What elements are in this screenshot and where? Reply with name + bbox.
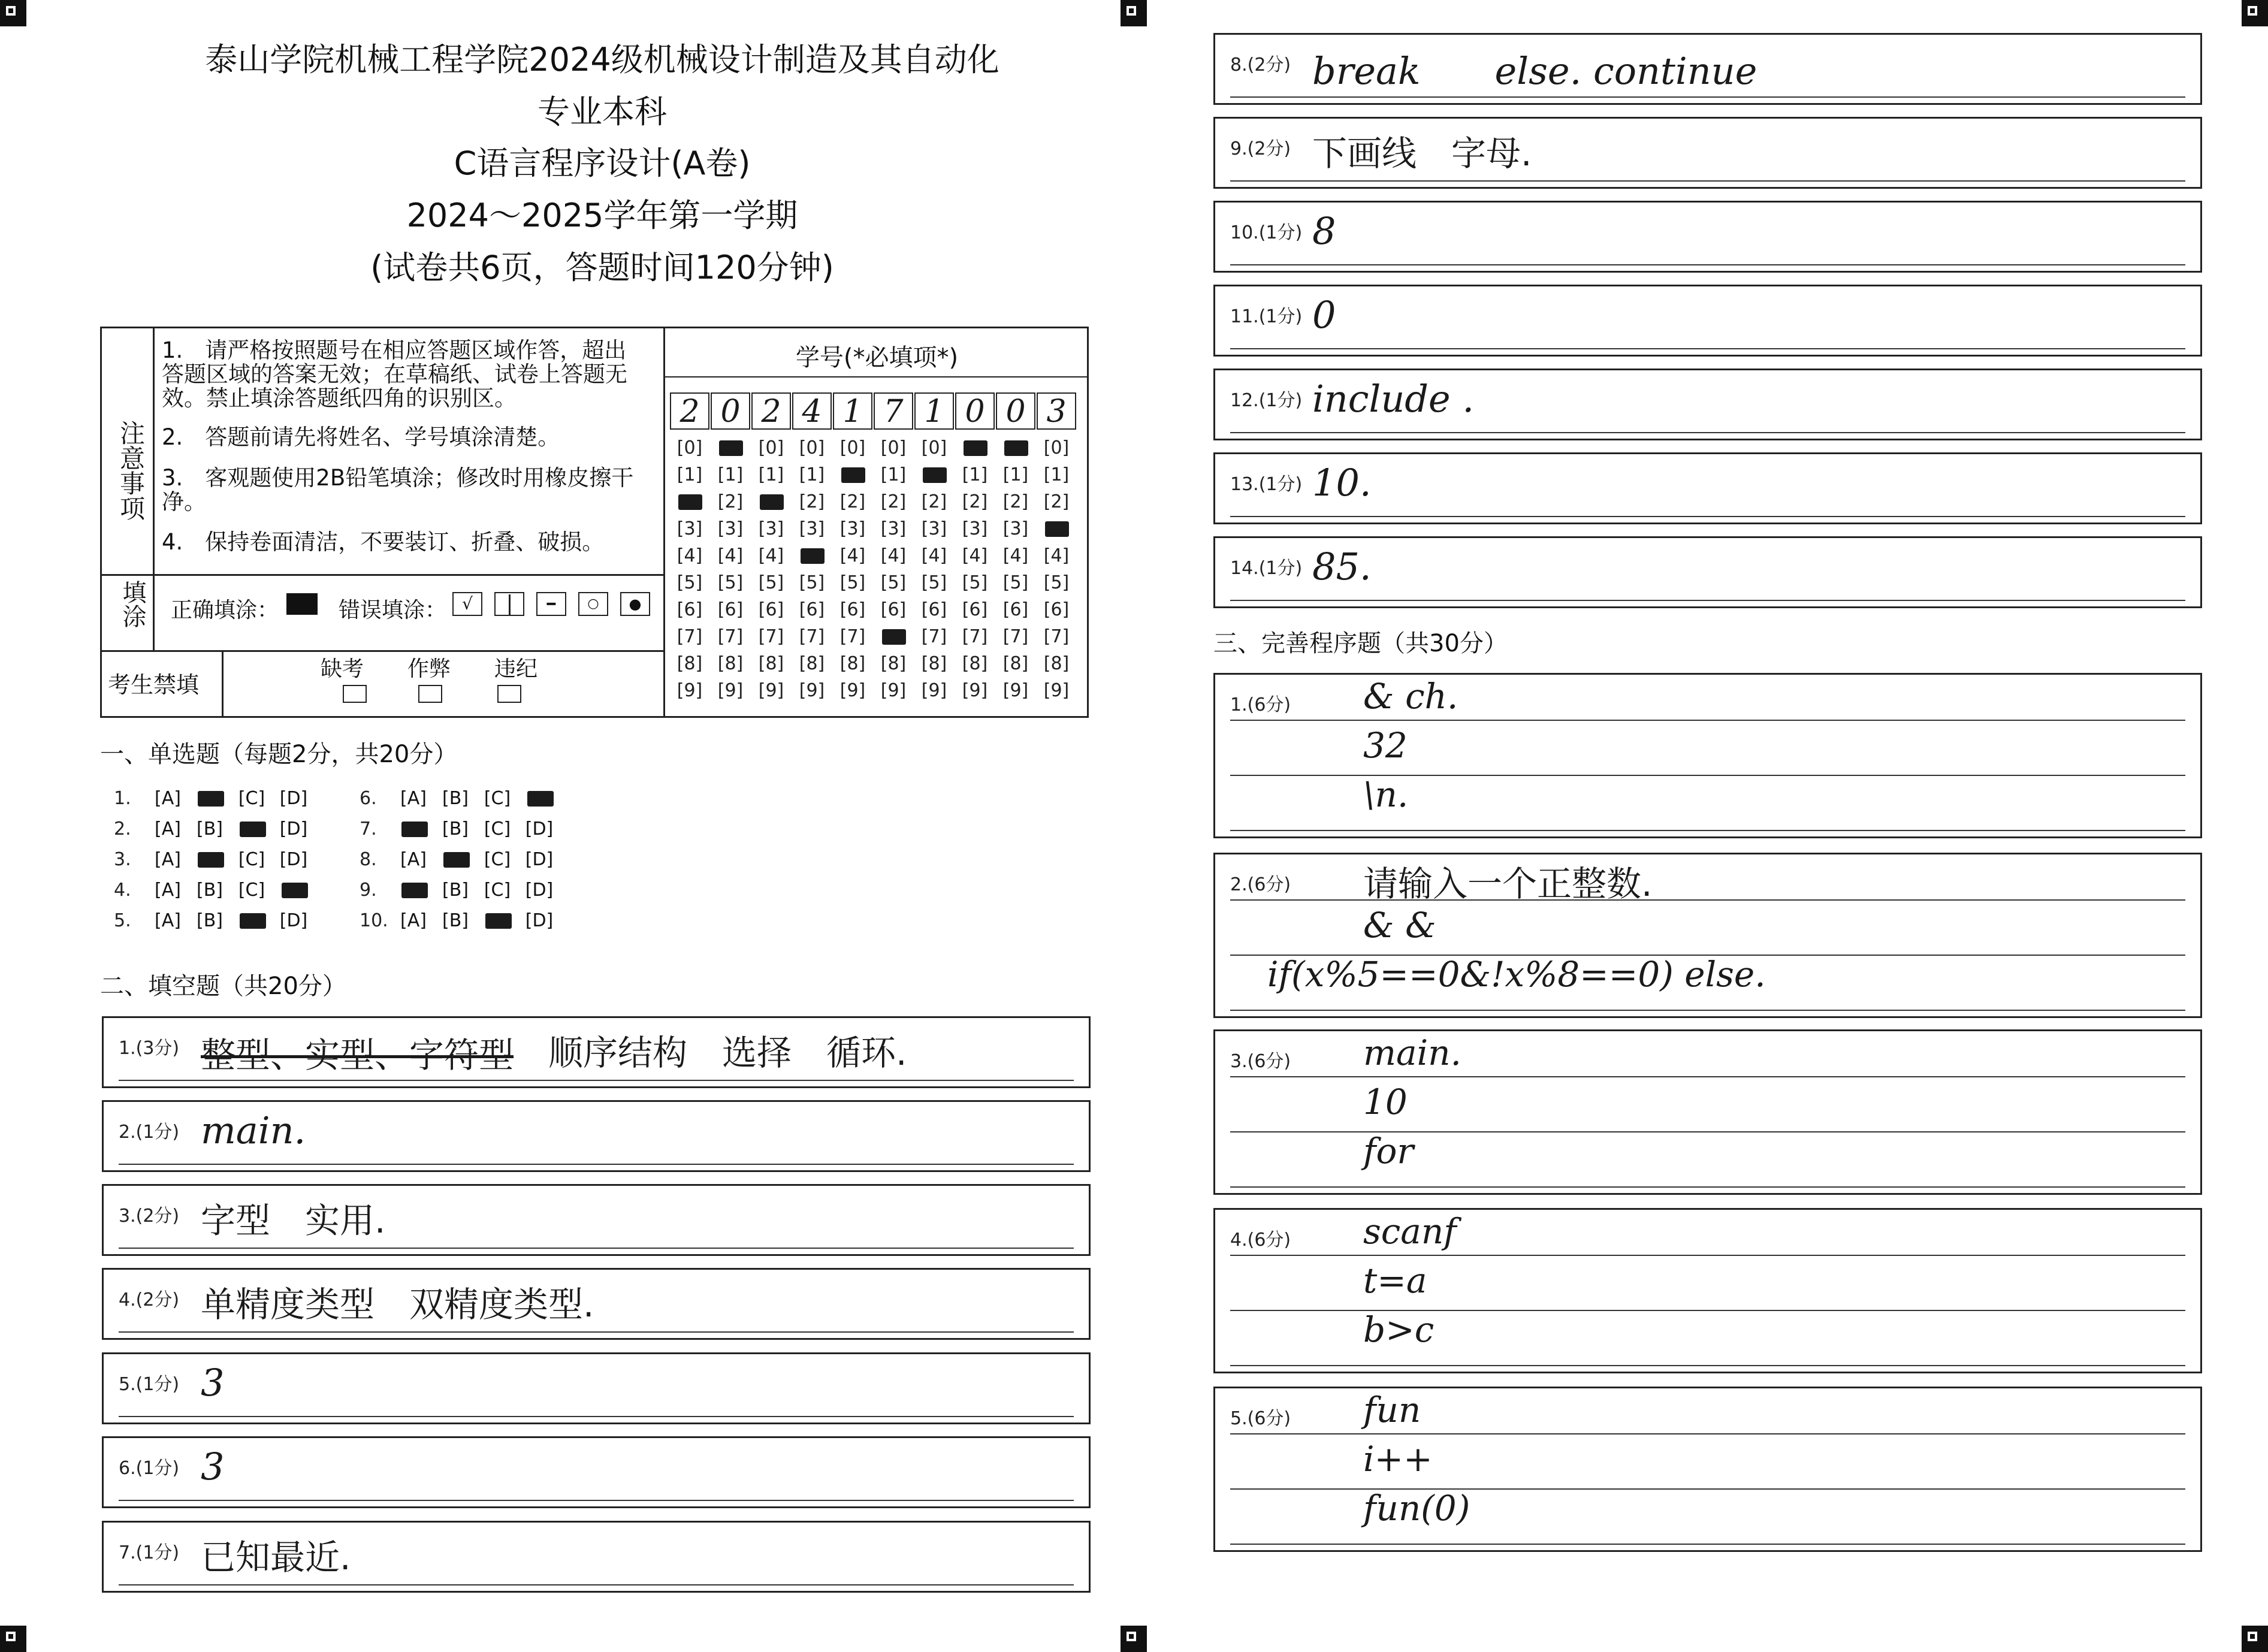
wrong-fill-check: √ (452, 592, 482, 616)
fill-blank-answer-3[interactable]: 字型 实用. (201, 1200, 386, 1241)
mc-question-number: 3. (114, 849, 131, 870)
program-answer-line[interactable]: 10 (1363, 1082, 1408, 1122)
id-bubble[interactable]: [0] (758, 437, 784, 458)
id-bubble[interactable] (916, 466, 952, 484)
wrong-fill-bar (494, 592, 524, 616)
prohibit-violation-box[interactable] (497, 685, 521, 703)
id-bubble[interactable]: [5] (1043, 572, 1070, 593)
program-answer-line[interactable]: fun (1363, 1390, 1421, 1430)
exam-title-line3: C语言程序设计(A卷) (454, 144, 751, 182)
id-bubble[interactable]: [1] (799, 464, 825, 485)
fill-blank-answer-1[interactable]: 顺序结构 选择 循环. (548, 1032, 907, 1073)
mc-option[interactable]: [B] (442, 788, 469, 809)
id-bubble[interactable]: [4] (962, 545, 988, 566)
mc-question-number: 10. (360, 910, 388, 931)
id-bubble[interactable]: [5] (880, 572, 907, 593)
id-bubble[interactable]: [5] (758, 572, 784, 593)
notice-item-2: 2. 答题前请先将姓名、学号填涂清楚。 (162, 424, 560, 450)
program-answer-line[interactable]: i++ (1363, 1439, 1433, 1479)
section3-title: 三、完善程序题（共30分） (1213, 630, 1508, 657)
prohibit-violation-label: 违纪 (494, 657, 538, 681)
fill-blank-box-1-label: 1.(3分) (119, 1038, 180, 1059)
answer-rule (119, 1416, 1074, 1417)
mc-option[interactable]: [A] (400, 849, 427, 870)
id-header-rule (663, 376, 1089, 377)
mc-option[interactable]: [C] (484, 788, 511, 809)
id-bubble[interactable]: [3] (717, 518, 744, 539)
id-bubble[interactable]: [6] (799, 599, 825, 620)
notice-item-3: 3. 客观题使用2B铅笔填涂；修改时用橡皮擦干净。 (162, 465, 634, 515)
id-bubble[interactable]: [7] (921, 626, 947, 647)
program-box-4 (1213, 1208, 2202, 1373)
id-bubble[interactable]: [0] (921, 437, 947, 458)
id-bubble[interactable]: [0] (799, 437, 825, 458)
fill-blank-box-10 (1213, 201, 2202, 273)
id-bubble[interactable]: [0] (880, 437, 907, 458)
id-bubble[interactable]: [9] (880, 680, 907, 701)
prohibit-cheat-label: 作弊 (407, 657, 451, 681)
id-bubble[interactable]: [3] (1002, 518, 1029, 539)
id-bubble[interactable]: [1] (717, 464, 744, 485)
id-bubble[interactable]: [9] (758, 680, 784, 701)
id-bubble[interactable]: [6] (1002, 599, 1029, 620)
mc-option[interactable]: [C] (238, 788, 265, 809)
id-bubble[interactable]: [6] (1043, 599, 1070, 620)
mc-option[interactable] (479, 912, 515, 930)
answer-rule (1230, 1186, 2185, 1188)
id-bubble[interactable]: [1] (1043, 464, 1070, 485)
mc-option[interactable]: [A] (400, 910, 427, 931)
id-bubble[interactable]: [5] (921, 572, 947, 593)
student-id-digit-2: 0 (711, 392, 750, 430)
answer-rule (1230, 1010, 2185, 1011)
fill-blank-box-5-label: 5.(1分) (119, 1374, 180, 1395)
correct-fill-label: 正确填涂： (171, 598, 279, 623)
prohibit-absent-label: 缺考 (321, 657, 364, 681)
id-bubble[interactable]: [7] (1043, 626, 1070, 647)
fill-divider (153, 574, 155, 650)
mc-option[interactable]: [D] (525, 910, 554, 931)
id-bubble[interactable]: [4] (1043, 545, 1070, 566)
student-id-digit-6: 7 (874, 392, 913, 430)
fill-blank-box-7-label: 7.(1分) (119, 1542, 180, 1563)
answer-rule (1230, 264, 2185, 265)
wrong-fill-circle: ○ (578, 592, 608, 616)
id-bubble[interactable] (835, 466, 871, 484)
prohibit-divider (222, 650, 224, 718)
mc-option[interactable]: [B] (197, 910, 223, 931)
student-id-digit-5: 1 (833, 392, 872, 430)
exam-title-line2: 专业本科 (537, 93, 667, 131)
program-answer-line[interactable]: main. (1363, 1032, 1461, 1073)
program-answer-line[interactable]: & & (1363, 905, 1436, 946)
id-bubble[interactable]: [3] (839, 518, 866, 539)
prohibit-row-top (100, 650, 663, 652)
id-bubble[interactable]: [2] (799, 491, 825, 512)
student-id-digit-3: 2 (751, 392, 791, 430)
id-bubble[interactable]: [8] (677, 653, 703, 674)
id-bubble[interactable] (672, 493, 708, 511)
id-bubble[interactable]: [9] (921, 680, 947, 701)
id-bubble[interactable]: [5] (962, 572, 988, 593)
id-bubble[interactable]: [9] (1043, 680, 1070, 701)
fill-blank-box-9-label: 9.(2分) (1230, 138, 1291, 159)
id-bubble[interactable]: [1] (758, 464, 784, 485)
id-bubble[interactable]: [6] (677, 599, 703, 620)
program-answer-line[interactable]: scanf (1363, 1211, 1457, 1252)
corner-marker-bottom-center (1121, 1626, 1147, 1652)
id-bubble[interactable]: [1] (880, 464, 907, 485)
id-bubble[interactable]: [3] (677, 518, 703, 539)
answer-rule (1230, 1255, 2185, 1256)
notice-divider (153, 327, 155, 574)
exam-title-line4: 2024～2025学年第一学期 (406, 197, 798, 234)
id-bubble[interactable]: [3] (880, 518, 907, 539)
prohibit-label: 考生禁填 (108, 672, 200, 698)
id-bubble[interactable]: [5] (839, 572, 866, 593)
id-bubble[interactable]: [1] (962, 464, 988, 485)
fill-blank-box-14-label: 14.(1分) (1230, 558, 1303, 579)
fill-blank-answer-9[interactable]: 下画线 字母. (1312, 133, 1532, 174)
id-bubble[interactable]: [1] (677, 464, 703, 485)
id-bubble[interactable] (753, 493, 789, 511)
fill-blank-answer-5[interactable]: 3 (201, 1361, 225, 1405)
mc-option[interactable] (234, 820, 270, 838)
fill-blank-box-6 (102, 1436, 1091, 1508)
fill-blank-box-12-label: 12.(1分) (1230, 390, 1303, 411)
id-bubble[interactable]: [5] (677, 572, 703, 593)
notice-item-1: 1. 请严格按照题号在相应答题区域作答，超出答题区域的答案无效；在草稿纸、试卷上答题无效。禁止填涂答题纸四角的识别区。 (162, 337, 627, 411)
mc-question-number: 2. (114, 819, 131, 839)
student-id-digit-10: 3 (1037, 392, 1076, 430)
mc-option[interactable]: [A] (155, 819, 181, 839)
answer-rule (1230, 432, 2185, 433)
mc-option[interactable]: [B] (197, 819, 223, 839)
answer-rule (1230, 830, 2185, 831)
id-bubble[interactable]: [8] (799, 653, 825, 674)
mc-option[interactable]: [B] (442, 819, 469, 839)
id-bubble[interactable] (998, 439, 1034, 457)
id-bubble[interactable]: [6] (717, 599, 744, 620)
id-bubble[interactable] (794, 547, 830, 565)
id-bubble[interactable]: [0] (839, 437, 866, 458)
exam-title-line5: (试卷共6页，答题时间120分钟) (370, 249, 834, 286)
student-id-digit-1: 2 (670, 392, 709, 430)
corner-marker-top-right (2242, 0, 2268, 26)
correct-fill-example (286, 593, 318, 615)
id-bubble[interactable]: [2] (921, 491, 947, 512)
corner-marker-top-center (1121, 0, 1147, 26)
id-bubble[interactable]: [8] (1002, 653, 1029, 674)
mc-option[interactable]: [B] (197, 880, 223, 901)
notice-label: 注意事项 (116, 420, 146, 521)
id-bubble[interactable]: [7] (758, 626, 784, 647)
fill-blank-box-8-label: 8.(2分) (1230, 55, 1291, 75)
fill-blank-answer-2[interactable]: main. (201, 1109, 306, 1152)
answer-rule (119, 1164, 1074, 1165)
fill-blank-box-6-label: 6.(1分) (119, 1458, 180, 1479)
mc-option[interactable]: [D] (279, 788, 308, 809)
fill-blank-box-4-label: 4.(2分) (119, 1289, 180, 1310)
program-answer-line[interactable]: b>c (1363, 1309, 1435, 1350)
id-bubble[interactable] (875, 628, 911, 646)
mc-option[interactable]: [A] (155, 880, 181, 901)
mc-question-number: 1. (114, 788, 131, 809)
answer-rule (1230, 180, 2185, 182)
mc-option[interactable] (234, 912, 270, 930)
mc-option[interactable] (192, 851, 228, 869)
program-box-1-label: 1.(6分) (1230, 694, 1291, 715)
section2-title: 二、填空题（共20分） (100, 973, 346, 1000)
id-bubble[interactable]: [7] (717, 626, 744, 647)
mc-option[interactable]: [D] (525, 880, 554, 901)
mc-option[interactable]: [D] (525, 819, 554, 839)
mc-question-number: 9. (360, 880, 377, 901)
mc-option[interactable] (395, 820, 431, 838)
mc-option[interactable] (437, 851, 473, 869)
fill-row-top (100, 574, 663, 576)
answer-rule (1230, 1365, 2185, 1366)
student-id-label: 学号(*必填项*) (795, 344, 959, 372)
fill-blank-box-5 (102, 1352, 1091, 1424)
student-id-digit-4: 4 (792, 392, 832, 430)
id-bubble[interactable]: [2] (962, 491, 988, 512)
id-bubble[interactable]: [3] (799, 518, 825, 539)
id-bubble[interactable]: [7] (799, 626, 825, 647)
id-bubble[interactable]: [1] (1002, 464, 1029, 485)
answer-rule (1230, 720, 2185, 721)
id-bubble[interactable] (1038, 520, 1074, 538)
id-bubble[interactable]: [8] (1043, 653, 1070, 674)
id-bubble[interactable]: [9] (1002, 680, 1029, 701)
mc-question-number: 7. (360, 819, 377, 839)
fill-blank-box-11 (1213, 285, 2202, 357)
answer-rule (1230, 516, 2185, 517)
id-bubble[interactable]: [3] (962, 518, 988, 539)
id-bubble[interactable]: [2] (717, 491, 744, 512)
id-bubble[interactable] (957, 439, 993, 457)
fill-blank-answer-12[interactable]: include . (1312, 377, 1475, 421)
mc-option[interactable]: [B] (442, 910, 469, 931)
answer-rule (119, 1500, 1074, 1501)
fill-blank-box-3-label: 3.(2分) (119, 1206, 180, 1227)
answer-rule (1230, 1076, 2185, 1077)
mc-option[interactable]: [D] (525, 849, 554, 870)
fill-blank-box-13-label: 13.(1分) (1230, 474, 1303, 495)
answer-rule (1230, 348, 2185, 349)
id-bubble[interactable]: [8] (717, 653, 744, 674)
id-bubble[interactable]: [4] (921, 545, 947, 566)
program-box-2-label: 2.(6分) (1230, 874, 1291, 895)
fill-blank-box-11-label: 11.(1分) (1230, 306, 1303, 327)
section1-title: 一、单选题（每题2分，共20分） (100, 741, 458, 768)
id-bubble[interactable]: [4] (717, 545, 744, 566)
program-answer-line[interactable]: 请输入一个正整数. (1363, 863, 1653, 904)
id-bubble[interactable]: [7] (677, 626, 703, 647)
id-bubble[interactable]: [3] (758, 518, 784, 539)
mc-option[interactable] (276, 881, 312, 899)
corner-marker-top-left (0, 0, 26, 26)
id-bubble[interactable]: [6] (921, 599, 947, 620)
id-bubble[interactable]: [2] (839, 491, 866, 512)
id-bubble[interactable]: [7] (839, 626, 866, 647)
mc-option[interactable]: [D] (279, 849, 308, 870)
corner-marker-bottom-right (2242, 1626, 2268, 1652)
wrong-fill-dot: ● (620, 592, 650, 616)
id-bubble[interactable]: [8] (880, 653, 907, 674)
prohibit-cheat-box[interactable] (418, 685, 442, 703)
program-box-1 (1213, 673, 2202, 838)
mc-option[interactable]: [A] (400, 788, 427, 809)
program-box-5-label: 5.(6分) (1230, 1408, 1291, 1429)
id-bubble[interactable]: [2] (1002, 491, 1029, 512)
answer-rule (119, 1080, 1074, 1081)
wrong-fill-dash: ━ (536, 592, 566, 616)
id-bubble[interactable] (712, 439, 748, 457)
answer-rule (1230, 96, 2185, 98)
prohibit-absent-box[interactable] (343, 685, 367, 703)
fill-blank-answer-6[interactable]: 3 (201, 1445, 225, 1488)
mc-option[interactable]: [C] (484, 819, 511, 839)
id-bubble[interactable]: [5] (717, 572, 744, 593)
fill-blank-answer-11[interactable]: 0 (1312, 293, 1336, 337)
program-answer-line[interactable]: 32 (1363, 725, 1408, 766)
id-bubble[interactable]: [8] (839, 653, 866, 674)
id-bubble[interactable]: [0] (677, 437, 703, 458)
fill-blank-answer-10[interactable]: 8 (1312, 209, 1336, 253)
id-bubble[interactable]: [2] (880, 491, 907, 512)
program-answer-line[interactable]: \n. (1363, 774, 1409, 815)
id-bubble[interactable]: [6] (758, 599, 784, 620)
id-bubble[interactable]: [8] (921, 653, 947, 674)
id-bubble[interactable]: [6] (839, 599, 866, 620)
mc-option[interactable]: [A] (155, 788, 181, 809)
id-bubble[interactable]: [5] (1002, 572, 1029, 593)
id-bubble[interactable]: [8] (962, 653, 988, 674)
id-bubble[interactable]: [0] (1043, 437, 1070, 458)
fill-label: 填涂 (119, 580, 146, 628)
mc-option[interactable]: [D] (279, 819, 308, 839)
id-bubble[interactable]: [4] (677, 545, 703, 566)
id-bubble[interactable]: [6] (880, 599, 907, 620)
mc-question-number: 4. (114, 880, 131, 901)
id-bubble[interactable]: [7] (1002, 626, 1029, 647)
id-bubble[interactable]: [9] (799, 680, 825, 701)
id-bubble[interactable]: [2] (1043, 491, 1070, 512)
corner-marker-bottom-left (0, 1626, 26, 1652)
fill-blank-answer-13[interactable]: 10. (1312, 461, 1372, 505)
id-bubble[interactable]: [5] (799, 572, 825, 593)
mc-question-number: 5. (114, 910, 131, 931)
program-box-4-label: 4.(6分) (1230, 1230, 1291, 1251)
id-bubble[interactable]: [4] (880, 545, 907, 566)
id-bubble[interactable]: [9] (677, 680, 703, 701)
answer-rule (119, 1331, 1074, 1333)
fill-blank-answer-7[interactable]: 已知最近. (201, 1537, 351, 1578)
id-bubble[interactable]: [4] (1002, 545, 1029, 566)
student-id-digit-9: 0 (996, 392, 1035, 430)
id-bubble[interactable]: [9] (962, 680, 988, 701)
id-bubble[interactable]: [3] (921, 518, 947, 539)
answer-rule (1230, 1433, 2185, 1434)
mc-option[interactable]: [B] (442, 880, 469, 901)
program-box-3 (1213, 1029, 2202, 1195)
program-answer-line[interactable]: for (1363, 1131, 1414, 1171)
program-box-3-label: 3.(6分) (1230, 1051, 1291, 1072)
mc-option[interactable]: [D] (279, 910, 308, 931)
notice-item-4: 4. 保持卷面清洁，不要装订、折叠、破损。 (162, 529, 605, 555)
mc-option[interactable]: [A] (155, 849, 181, 870)
mc-option[interactable]: [C] (238, 880, 265, 901)
id-bubble[interactable]: [9] (717, 680, 744, 701)
student-id-digit-7: 1 (914, 392, 954, 430)
fill-blank-box-2-label: 2.(1分) (119, 1122, 180, 1143)
wrong-fill-label: 错误填涂： (339, 598, 447, 623)
answer-rule (119, 1248, 1074, 1249)
fill-blank-answer-14[interactable]: 85. (1312, 545, 1372, 588)
mc-option[interactable]: [C] (484, 880, 511, 901)
mc-option[interactable]: [C] (484, 849, 511, 870)
id-bubble[interactable]: [4] (839, 545, 866, 566)
mc-question-number: 8. (360, 849, 377, 870)
answer-rule (119, 1584, 1074, 1585)
program-box-5 (1213, 1387, 2202, 1552)
answer-rule (1230, 1544, 2185, 1545)
mc-option[interactable]: [C] (238, 849, 265, 870)
struck-answer: 整型、实型、字符型 (201, 1035, 514, 1076)
mc-option[interactable] (192, 790, 228, 808)
mc-option[interactable] (395, 881, 431, 899)
mc-option[interactable]: [A] (155, 910, 181, 931)
id-bubble[interactable]: [4] (758, 545, 784, 566)
mc-option[interactable] (521, 790, 557, 808)
program-answer-line[interactable]: & ch. (1363, 676, 1458, 717)
mc-question-number: 6. (360, 788, 377, 809)
student-id-digit-8: 0 (955, 392, 995, 430)
exam-title-line1: 泰山学院机械工程学院2024级机械设计制造及其自动化 (205, 41, 999, 78)
id-divider (663, 327, 665, 718)
id-bubble[interactable]: [9] (839, 680, 866, 701)
program-answer-line[interactable]: if(x%5==0&!x%8==0) else. (1267, 954, 1766, 995)
fill-blank-answer-4[interactable]: 单精度类型 双精度类型. (201, 1284, 594, 1325)
fill-blank-box-10-label: 10.(1分) (1230, 222, 1303, 243)
program-answer-line[interactable]: t=a (1363, 1260, 1427, 1301)
program-answer-line[interactable]: fun(0) (1363, 1488, 1470, 1529)
answer-rule (1230, 600, 2185, 601)
id-bubble[interactable]: [6] (962, 599, 988, 620)
fill-blank-answer-8[interactable]: break else. continue (1312, 49, 1757, 93)
id-bubble[interactable]: [8] (758, 653, 784, 674)
id-bubble[interactable]: [7] (962, 626, 988, 647)
